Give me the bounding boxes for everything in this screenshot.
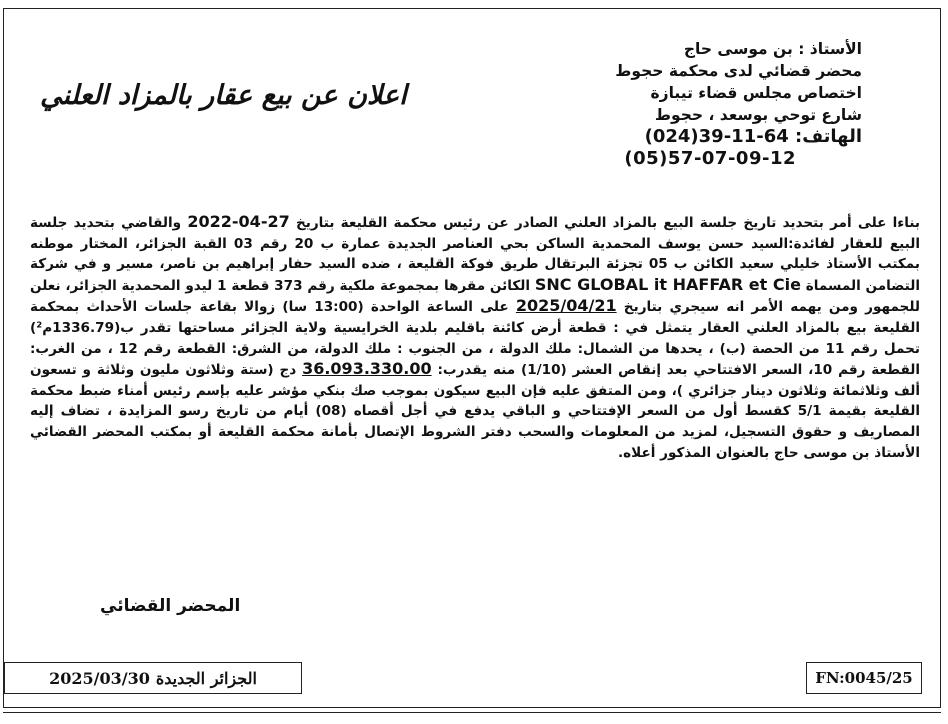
notice-title: اعلان عن بيع عقار بالمزاد العلني [40, 80, 407, 111]
body-part-1: بناءا على أمر بتحديد تاريخ جلسة البيع بالمزاد العلني الصادر عن رئيس محكمة القليعة بتاريخ [295, 215, 921, 231]
body-part-2: والقاضي بتحديد جلسة البيع للعقار لفائدة:السيد حسن يوسف المحمدية الساكن بحي العناصر الجديدة عمارة ب 20 رقم 03 القبة الجزائر، المختار موطنه بمكتب الأستاذ خليلي سعيد الكائن ب 05 تجزئة البرتقال طريق فوكة القليعة ، ضده السيد حفار إبراهيم بن ناصر، مسير و في شركة التضامن المسماة [30, 215, 920, 294]
bailiff-address: شارع توحي بوسعد ، حجوط [654, 106, 862, 124]
phone-number-2: (05)57-07-09-12 [624, 148, 796, 169]
bottom-divider [3, 712, 941, 713]
phone-line-2 [532, 148, 862, 170]
phone-label: الهاتف: [795, 126, 862, 147]
bailiff-name: الأستاذ : بن موسى حاج [683, 40, 862, 58]
newspaper-box [4, 662, 302, 694]
publication-date: 2025/03/30 [49, 668, 150, 688]
bailiff-info [532, 38, 862, 170]
order-date: 2022-04-27 [187, 212, 290, 231]
company-name: SNC GLOBAL it HAFFAR et Cie [534, 274, 801, 294]
signature: المحضر القضائي [100, 596, 241, 616]
bailiff-court: محضر قضائي لدى محكمة حجوط [615, 62, 862, 80]
fn-reference: FN:0045/25 [806, 662, 922, 694]
phone-number-1: (024)39-11-64 [644, 126, 789, 147]
auction-date: 2025/04/21 [515, 296, 617, 316]
bailiff-jurisdiction: اختصاص مجلس قضاء تيبازة [650, 84, 862, 102]
notice-body [30, 212, 920, 463]
newspaper-name: الجزائر الجديدة [155, 668, 257, 688]
phone-line [532, 126, 862, 148]
opening-price: 36.093.330.00 [302, 359, 432, 379]
body-part-5: دج (ستة وثلاثون مليون وثلاثة و تسعون ألف وثلاثمائة وثلاثون دينار جزائري )، ومن المتفق عليه فإن البيع سيكون بموجب صك بنكي مؤشر عليه بإسم رئيس أمناء ضبط محكمة القليعة بقيمة 5/1 كقسط أول من السعر الإفتتاحي و الباقي يدفع في أجل أقصاه (08) أيام من تاريخ رسو المزايدة ، تضاف إليه المصاريف و حقوق التسجيل، لمزيد من المعلومات والسحب دفتر الشروط الإتصال بأمانة محكمة القليعة أو بمكتب المحضر القضائي الأستاذ بن موسى حاج بالعنوان المذكور أعلاه. [30, 362, 921, 461]
body-part-3: الكائن مقرها بمجموعة ملكية رقم 373 قطعة 1 ليدو المحمدية الجزائر، نعلن للجمهور ومن يهمه الأمر انه سيجري بتاريخ [30, 277, 921, 316]
body-part-4: على الساعة الواحدة (13:00 سا) زوالا بقاعة جلسات الأحداث بمحكمة القليعة بيع بالمزاد العلني العقار يتمثل في : قطعة أرض كائنة باقليم بلدية الخرايسية ولاية الجزائر مساحتها تقدر ب(1336.79م²) تحمل رقم 11 من الحصة (ب) ، يحدها من الشمال: ملك الدولة ، من الجنوب : ملك الدولة، من الشرق: القطعة رقم 12 ، من الغرب: القطعة رقم 10، السعر الافتتاحي بعد إنقاص العشر (1/10) منه يقدرب: [30, 299, 920, 379]
